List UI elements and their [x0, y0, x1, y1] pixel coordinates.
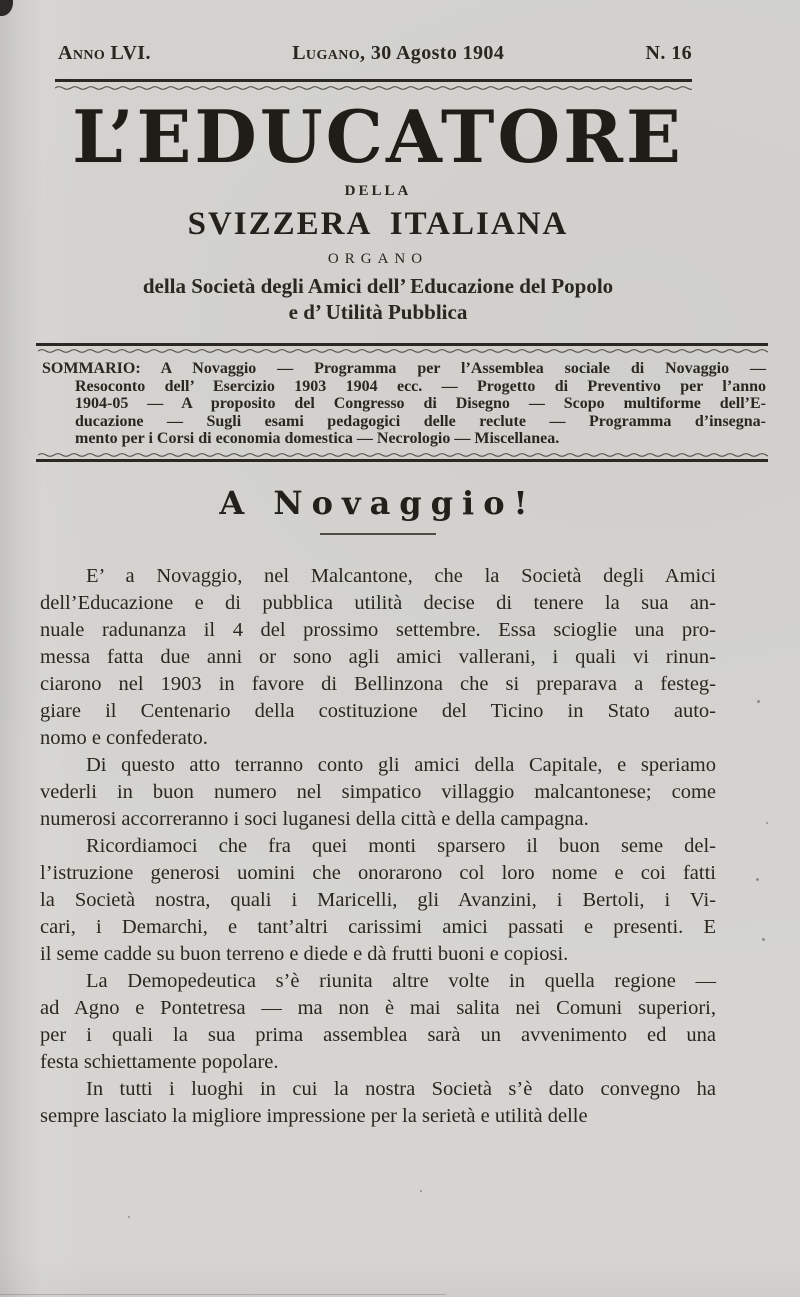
- scan-speck: [756, 878, 759, 881]
- masthead-della: DELLA: [344, 183, 412, 199]
- paragraph: [40, 563, 716, 752]
- masthead-org-line1: della Società degli Amici dell’ Educazione del Popolo: [142, 274, 614, 298]
- issue-date: [292, 42, 504, 65]
- sommario-line: 1904-05 — A proposito del Congresso di Disegno — Scopo multiforme dell’E-: [75, 395, 766, 412]
- sommario-wave-bottom: [38, 452, 768, 458]
- scan-speck: [128, 1216, 130, 1218]
- body-line: la Società nostra, quali i Maricelli, gli Avanzini, i Bertoli, i Vi-: [40, 888, 716, 911]
- masthead-subtitle: SVIZZERA ITALIANA: [187, 206, 569, 242]
- sommario: [42, 360, 766, 448]
- body-line: vederli in buon numero nel simpatico villaggio malcantonese; come: [40, 780, 716, 803]
- body-line: nuale radunanza il 4 del prossimo settembre. Essa scioglie una pro-: [40, 618, 716, 641]
- paragraph: [40, 1076, 716, 1130]
- sommario-line: ducazione — Sugli esami pedagogici delle reclute — Programma d’insegna-: [75, 412, 766, 430]
- masthead-org-line2: e d’ Utilità Pubblica: [288, 300, 468, 324]
- body-line: Di questo atto terranno conto gli amici della Capitale, e speriamo: [86, 753, 716, 776]
- body-line: dell’Educazione e di pubblica utilità decise di tenere la sua an-: [40, 591, 716, 614]
- body-line: sempre lasciato la migliore impressione per la serietà e utilità delle: [40, 1104, 588, 1127]
- body-line: cari, i Demarchi, e tant’altri carissimi amici passati e presenti. E: [40, 915, 716, 938]
- body-line: E’ a Novaggio, nel Malcantone, che la Società degli Amici: [86, 564, 716, 587]
- body-line: festa schiettamente popolare.: [40, 1050, 279, 1073]
- body-line: ciarono nel 1903 in favore di Bellinzona che si preparava a festeg-: [40, 672, 716, 695]
- article-title-rule: [320, 533, 436, 535]
- article-body: [40, 563, 716, 1130]
- header-rule: [55, 79, 692, 82]
- sommario-wave-top: [38, 348, 768, 354]
- body-line: l’istruzione generosi uomini che onorarono col loro nome e coi fatti: [40, 861, 716, 884]
- sommario-line: mento per i Corsi di economia domestica — Necrologio — Miscellanea.: [75, 430, 560, 447]
- issue-number: N. 16: [645, 42, 692, 64]
- paragraph: [40, 833, 716, 968]
- body-line: Ricordiamoci che fra quei monti sparsero il buon seme del-: [86, 834, 716, 857]
- body-line: per i quali la sua prima assemblea sarà un avvenimento ed una: [40, 1023, 716, 1046]
- body-line: giare il Centenario della costituzione del Ticino in Stato auto-: [40, 699, 716, 722]
- issue-header: [0, 0, 800, 65]
- issue-date-rest: 30 Agosto 1904: [365, 42, 505, 64]
- scan-speck: [757, 700, 760, 703]
- issue-place: Lugano,: [292, 42, 366, 64]
- sommario-rule-top: [36, 343, 768, 346]
- scan-speck: [762, 938, 765, 941]
- sommario-line: SOMMARIO: A Novaggio — Programma per l’Assemblea sociale di Novaggio —: [42, 360, 766, 377]
- scan-speck: [420, 1190, 422, 1192]
- header-wave-rule: [55, 85, 692, 91]
- body-line: il seme cadde su buon terreno e diede e dà frutti buoni e copiosi.: [40, 942, 569, 965]
- sommario-line: Resoconto dell’ Esercizio 1903 1904 ecc. — Progetto di Preventivo per l’anno: [75, 377, 766, 395]
- body-line: La Demopedeutica s’è riunita altre volte in quella regione —: [86, 969, 716, 992]
- article: [40, 483, 716, 1130]
- body-line: nomo e confederato.: [40, 726, 208, 749]
- masthead: [0, 94, 756, 324]
- paragraph: [40, 752, 716, 833]
- body-line: numerosi accorreranno i soci luganesi della città e della campagna.: [40, 807, 589, 830]
- scan-speck: [766, 822, 768, 824]
- sommario-rule-bottom: [36, 459, 768, 462]
- issue-year-label: Anno LVI.: [58, 42, 151, 64]
- body-line: ad Agno e Pontetresa — ma non è mai salita nei Comuni superiori,: [40, 996, 716, 1019]
- masthead-organo: ORGANO: [327, 251, 429, 267]
- article-title: A Novaggio!: [219, 483, 537, 522]
- paragraph: [40, 968, 716, 1076]
- body-line: In tutti i luoghi in cui la nostra Società s’è dato convegno ha: [86, 1077, 716, 1100]
- masthead-title: L’EDUCATORE: [72, 94, 684, 179]
- body-line: messa fatta due anni or sono agli amici vallerani, i quali vi rinun-: [40, 645, 716, 668]
- scan-bottom-edge: [0, 1294, 446, 1295]
